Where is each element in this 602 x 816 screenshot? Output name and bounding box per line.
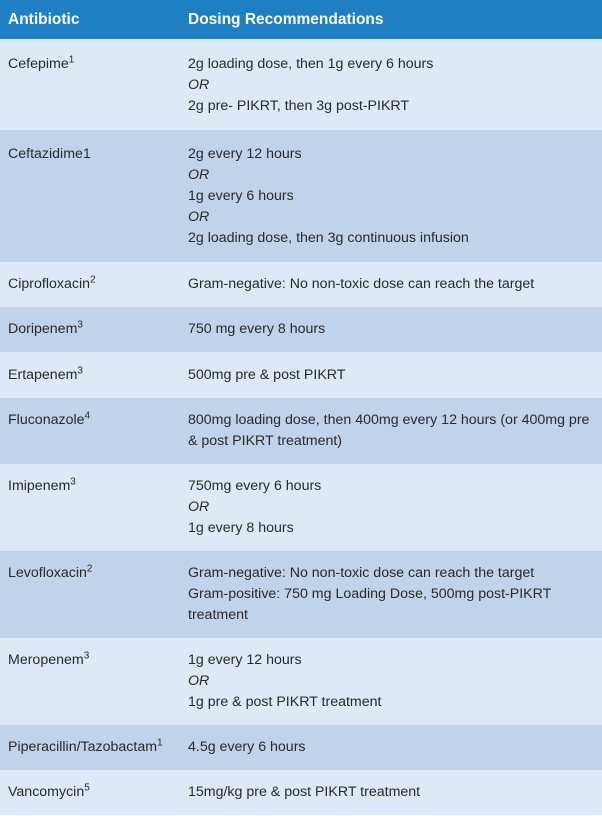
dosing-cell [180,352,602,398]
table-row [0,770,602,815]
footnote-ref: 2 [90,274,96,286]
table-row [0,398,602,464]
dosing-cell [180,398,602,464]
antibiotic-name-cell [0,551,180,638]
table-row [0,130,602,262]
dosing-line: 750mg every 6 hours [188,478,322,494]
footnote-ref: 3 [77,319,83,331]
antibiotic-name: Ceftazidime1 [8,146,91,162]
antibiotic-name-cell [0,262,180,307]
dosing-line: 500mg pre & post PIKRT [188,367,346,383]
or-separator: OR [188,167,210,183]
antibiotic-name-cell [0,352,180,398]
or-separator: OR [188,77,210,93]
footnote-ref: 2 [86,563,93,575]
antibiotic-name-cell [0,464,180,551]
dosing-line: 1g every 12 hours [188,652,302,668]
antibiotic-name: Doripenem [8,321,78,337]
antibiotic-name: Levofloxacin [8,565,87,581]
dosing-line: 15mg/kg pre & post PIKRT treatment [188,784,421,800]
header-dosing-recommendations: Dosing Recommendations [180,0,602,39]
table-row [0,725,602,770]
dosing-line: 1g every 6 hours [188,188,294,204]
dosing-line: 2g every 12 hours [188,146,302,162]
dosing-cell [180,39,602,130]
dosing-cell [180,551,602,638]
or-separator: OR [188,499,210,515]
dosing-line: 2g loading dose, then 3g continuous infusion [188,230,469,246]
dosing-line: 2g loading dose, then 1g every 6 hours [188,56,434,72]
antibiotic-name-cell [0,725,180,770]
antibiotic-name: Ciprofloxacin [8,276,91,292]
footnote-ref: 1 [157,737,163,749]
footnote-ref: 3 [70,476,76,488]
antibiotic-name-cell [0,770,180,815]
antibiotic-name: Vancomycin [8,784,85,800]
header-antibiotic: Antibiotic [0,0,180,39]
antibiotic-name-cell [0,307,180,352]
table-row [0,39,602,130]
dosing-line: Gram-negative: No non-toxic dose can reach the target [188,276,535,292]
dosing-cell [180,638,602,725]
table-row [0,464,602,551]
dosing-cell [180,725,602,770]
dosing-line: 4.5g every 6 hours [188,739,306,755]
dosing-line: 1g pre & post PIKRT treatment [188,694,382,710]
dosing-cell [180,262,602,307]
dosing-cell [180,307,602,352]
dosing-line: 1g every 8 hours [188,520,294,536]
table-row [0,307,602,352]
antibiotic-name: Imipenem [8,478,71,494]
dosing-line: Gram-positive: 750 mg Loading Dose, 500mg post-PIKRT treatment [188,586,552,623]
dosing-line: 800mg loading dose, then 400mg every 12 hours (or 400mg pre & post PIKRT treatment) [188,412,590,449]
antibiotic-name: Piperacillin/Tazobactam [8,739,158,755]
antibiotic-name-cell [0,130,180,262]
or-separator: OR [188,209,210,225]
dosing-line: 750 mg every 8 hours [188,321,326,337]
antibiotic-name: Meropenem [8,652,84,668]
antibiotic-name: Ertapenem [8,367,78,383]
or-separator: OR [188,673,210,689]
antibiotic-name-cell [0,398,180,464]
table-header-row [0,0,602,39]
dosing-cell [180,770,602,815]
table-row [0,638,602,725]
antibiotic-name-cell [0,638,180,725]
dosing-line: 2g pre- PIKRT, then 3g post-PIKRT [188,98,410,114]
antibiotic-name-cell [0,39,180,130]
table-row [0,262,602,307]
dosing-line: Gram-negative: No non-toxic dose can reach the target [188,565,535,581]
footnote-ref: 3 [77,365,83,377]
antibiotic-name: Cefepime [8,56,69,72]
antibiotic-name: Fluconazole [8,412,85,428]
table-row [0,551,602,638]
table-row [0,352,602,398]
footnote-ref: 5 [84,782,90,794]
dosing-cell [180,130,602,262]
footnote-ref: 3 [83,650,90,662]
dosing-cell [180,464,602,551]
footnote-ref: 4 [84,410,91,422]
footnote-ref: 1 [68,54,75,66]
